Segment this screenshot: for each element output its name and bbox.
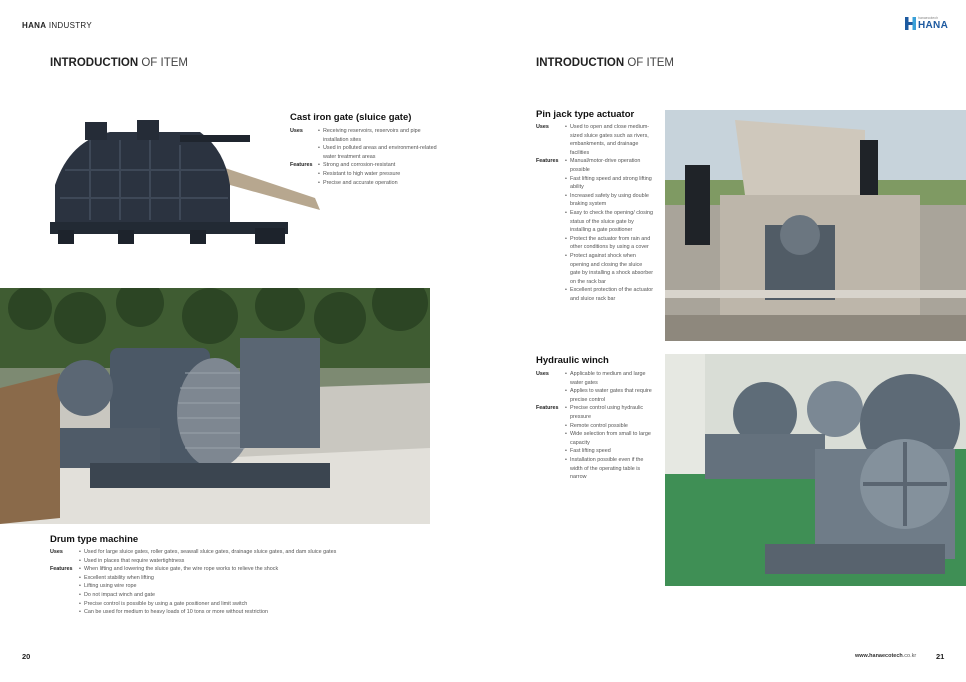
left-section-title xyxy=(50,57,188,69)
list-item: • Easy to check the opening/ closing status of the sluice gate by installing a gate positioner xyxy=(565,209,654,235)
list-item: • Remote control possible xyxy=(565,422,654,431)
list-item: • Increased safety by using double braking system xyxy=(565,192,654,209)
list-item: • Protect against shock when opening and closing the sluice gate by installing a shock absorber on the rack bar xyxy=(565,252,654,286)
cast-iron-gate-photo xyxy=(50,110,330,255)
list-item: • Used in places that require watertightness xyxy=(79,557,336,566)
list-item: • Can be used for medium to heavy loads of 10 tons or more without restriction xyxy=(79,608,278,617)
list-item: • Strong and corrosion-resistant xyxy=(318,161,400,170)
uses-label: Uses xyxy=(290,128,303,134)
list-item: • Protect the actuator from rain and other conditions by using a cover xyxy=(565,235,654,252)
list-item: • Used for large sluice gates, roller gates, seawall sluice gates, drainage sluice gates, and dam sluice gates xyxy=(79,548,336,557)
list-item: • Precise control is possible by using a gate positioner and limit switch xyxy=(79,600,278,609)
list-item: • Applies to water gates that require precise control xyxy=(565,387,654,404)
features-label: Features xyxy=(536,158,559,165)
cast-iron-spec xyxy=(290,127,440,187)
cast-iron-title: Cast iron gate (sluice gate) xyxy=(290,112,412,123)
pin-jack-title: Pin jack type actuator xyxy=(536,109,635,120)
list-item: • Precise control using hydraulic pressure xyxy=(565,404,654,421)
list-item: • Lifting using wire rope xyxy=(79,582,278,591)
list-item: • Applicable to medium and large water gates xyxy=(565,370,654,387)
list-item: • Do not impact winch and gate xyxy=(79,591,278,600)
features-label: Features xyxy=(536,405,559,412)
list-item: • Used to open and close medium-sized sluice gates such as rivers, embankments, and drainage facilities xyxy=(565,123,654,157)
hydraulic-spec xyxy=(536,370,654,482)
uses-label: Uses xyxy=(50,549,63,555)
hydraulic-winch-photo xyxy=(665,354,966,586)
header-brand-bold: HANA xyxy=(22,21,47,30)
drum-title: Drum type machine xyxy=(50,534,139,545)
left-section-bold: INTRODUCTION xyxy=(50,57,139,69)
list-item: • Fast lifting speed and strong lifting ability xyxy=(565,175,654,192)
left-section-light: OF ITEM xyxy=(138,57,189,69)
list-item: • Used in polluted areas and environment-related water treatment areas xyxy=(318,144,440,161)
features-label: Features xyxy=(50,566,73,573)
drum-spec xyxy=(50,548,410,617)
left-page-number: 20 xyxy=(22,652,31,661)
list-item: • Wide selection from small to large capacity xyxy=(565,430,654,447)
right-page-number: 21 xyxy=(936,652,945,661)
website[interactable] xyxy=(855,653,916,659)
list-item: • Fast lifting speed xyxy=(565,447,654,456)
header-brand-rest: INDUSTRY xyxy=(46,21,92,30)
uses-label: Uses xyxy=(536,371,549,377)
list-item: • Manual/motor-drive operation possible xyxy=(565,157,654,174)
right-section-light: OF ITEM xyxy=(624,57,675,69)
list-item: • Receiving reservoirs, reservoirs and pipe installation sites xyxy=(318,127,440,144)
hana-logo xyxy=(905,17,948,31)
features-label: Features xyxy=(290,162,313,169)
list-item: • Precise and accurate operation xyxy=(318,179,400,188)
list-item: • Resistant to high water pressure xyxy=(318,170,400,179)
hana-logo-icon xyxy=(905,17,916,30)
drum-machine-photo xyxy=(0,288,430,524)
header-brand xyxy=(22,21,92,30)
list-item: • Installation possible even if the width of the operating table is narrow xyxy=(565,456,654,482)
list-item: • When lifting and lowering the sluice gate, the wire rope works to relieve the shock xyxy=(79,565,278,574)
right-section-title xyxy=(536,57,674,69)
list-item: • Excellent stability when lifting xyxy=(79,574,278,583)
pin-jack-photo xyxy=(665,110,966,341)
logo-text: HANA xyxy=(918,19,949,31)
pin-jack-spec xyxy=(536,123,654,303)
hydraulic-title: Hydraulic winch xyxy=(536,355,609,366)
right-section-bold: INTRODUCTION xyxy=(536,57,625,69)
uses-label: Uses xyxy=(536,124,549,130)
logo-small-text: hanaecotech xyxy=(918,16,939,20)
list-item: • Excellent protection of the actuator and sluice rack bar xyxy=(565,286,654,303)
website-bold: www.hanaecotech xyxy=(855,653,903,659)
website-rest: .co.kr xyxy=(902,653,917,659)
